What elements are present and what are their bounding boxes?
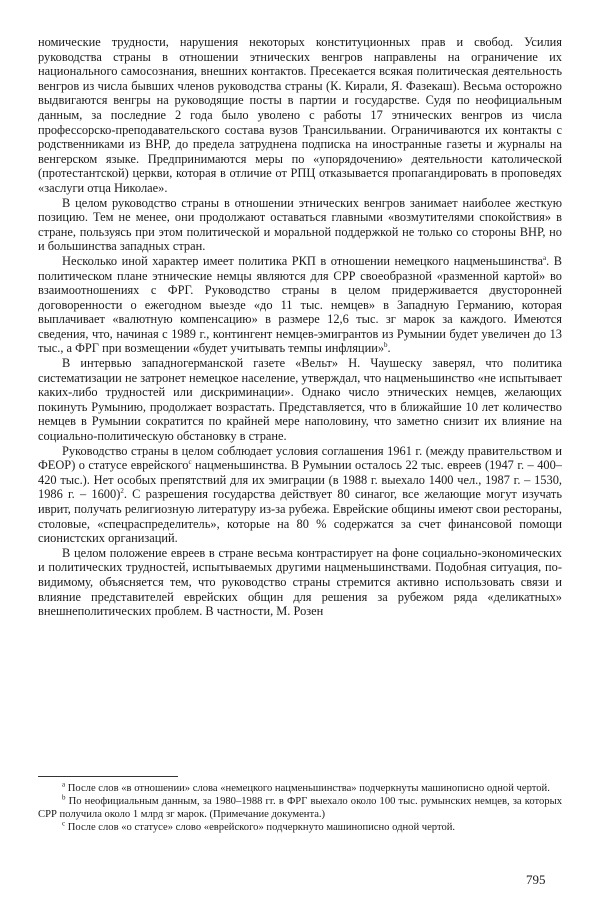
- paragraph-2: [38, 196, 562, 254]
- footnote-c: [38, 821, 562, 834]
- footnote-mark: c: [62, 819, 66, 828]
- page-number: 795: [526, 872, 546, 887]
- footnotes: [38, 782, 562, 834]
- footnote-b: [38, 795, 562, 821]
- paragraph-6: [38, 546, 562, 619]
- footnote-text: По неофициальным данным, за 1980–1988 гг. в ФРГ выехало около 100 тыс. румынских немцев, за которых СРР получила около 1 млрд зг марок. (Примечание документа.): [38, 796, 562, 820]
- paragraph-text: нацменьшинства. В Румынии осталось 22 тыс. евреев (1947 г. – 400–420 тыс.). Нет особых препятствий для их эмиграции (в 1988 г. выехало 1400 чел., 1987 г. – 1530, 1986 г. – 1600): [38, 458, 562, 502]
- paragraph-text: Несколько иной характер имеет политика РКП в отношении немецкого нацменьшинства: [62, 253, 543, 268]
- paragraph-text: номические трудности, нарушения некоторых конституционных прав и свобод. Усилия руководства страны в отношении этнических венгров направлены на ограничение их национального самосознания, внешних контактов. Пресекается всякая политическая деятельность венгров из числа бывших членов руководства страны (К. Кирали, Я. Фазекаш). Весьма осторожно выдвигаются венгры на руководящие посты в партии и государстве. Судя по неофициальным данным, за последние 2 года было уволено с работы 17 этнических венгров из числа профессорско-преподавательского состава вузов Трансильвании. Ограничиваются их контакты с родственниками из ВНР, до предела затруднена подписка на иностранные газеты и журналы на венгерском языке. Предпринимаются меры по «упорядочению» деятельности католической (протестантской) церкви, которая в отличие от РПЦ отказывается пропагандировать в проповедях «заслуги отца Николае».: [38, 35, 562, 195]
- paragraph-text: . В политическом плане этнические немцы являются для СРР своеобразной «разменной картой» во взаимоотношениях с ФРГ. Руководство страны в целом придерживается двусторонней договоренности о ежегодном выезде «до 11 тыс. немцев» в Западную Германию, которая выплачивает «валютную компенсацию» в размере 12,6 тыс. зг марок за каждого. Имеются сведения, что, начиная с 1989 г., контингент немцев-эмигрантов из Румынии будет увеличен до 13 тыс., а ФРГ при возмещении «будет учитывать темпы инфляции»: [38, 253, 562, 356]
- paragraph-3: [38, 254, 562, 356]
- main-text: [38, 35, 562, 619]
- paragraph-text: . С разрешения государства действует 80 синагог, все желающие могут изучать иврит, получать религиозную литературу из-за рубежа. Еврейские общины имеют свои рестораны, столовые, «спецраспределитель», которые на 80 % содержатся за счет финансовой помощи сионистских организаций.: [38, 487, 562, 546]
- footnote-ref: c: [188, 458, 192, 467]
- paragraph-1: [38, 35, 562, 196]
- paragraph-text: В интервью западногерманской газете «Вельт» Н. Чаушеску заверял, что политика систематизации не затронет немецкое население, утверждал, что нацменьшинство «не испытывает каких-либо трудностей или дискриминации». Однако число этнических немцев, желающих покинуть Румынию, продолжает возрастать. Представляется, что в ближайшие 10 лет количество немцев в Румынии сократится по крайней мере наполовину, что заметно снизит их влияние на социально-политическую обстановку в стране.: [38, 356, 562, 444]
- footnote-a: [38, 782, 562, 795]
- paragraph-4: [38, 356, 562, 444]
- footnote-text: После слов «в отношении» слова «немецкого нацменьшинства» подчеркнуты машинописно одной чертой.: [65, 783, 550, 794]
- paragraph-text: В целом положение евреев в стране весьма контрастирует на фоне социально-экономических и политических трудностей, испытываемых другими нацменьшинствами. Подобная ситуация, по-видимому, объясняется тем, что руководство страны стремится активно использовать связи и влияние представителей еврейских общин для решения за рубежом ряда «деликатных» внешнеполитических проблем. В частности, М. Розен: [38, 545, 562, 619]
- footnote-text: После слов «о статусе» слово «еврейского» подчеркнуто машинописно одной чертой.: [65, 822, 456, 833]
- paragraph-text: .: [387, 341, 391, 356]
- footnote-mark: b: [62, 793, 66, 802]
- footnote-ref: b: [384, 341, 388, 350]
- paragraph-text: Руководство страны в целом соблюдает условия соглашения 1961 г. (между правительством и ФЕОР) о статусе еврейского: [38, 443, 562, 473]
- footnote-divider: [38, 776, 178, 777]
- footnote-mark: a: [62, 780, 66, 789]
- footnote-ref: a: [542, 253, 547, 262]
- paragraph-5: [38, 444, 562, 546]
- paragraph-text: В целом руководство страны в отношении этнических венгров занимает наиболее жесткую позицию. Тем не менее, они продолжают оставаться главными «возмутителями спокойствия» в стране, пользуясь при этом политической и моральной поддержкой не только со стороны ВНР, но и большинства западных стран.: [38, 195, 562, 254]
- footnote-ref: 2: [120, 487, 124, 496]
